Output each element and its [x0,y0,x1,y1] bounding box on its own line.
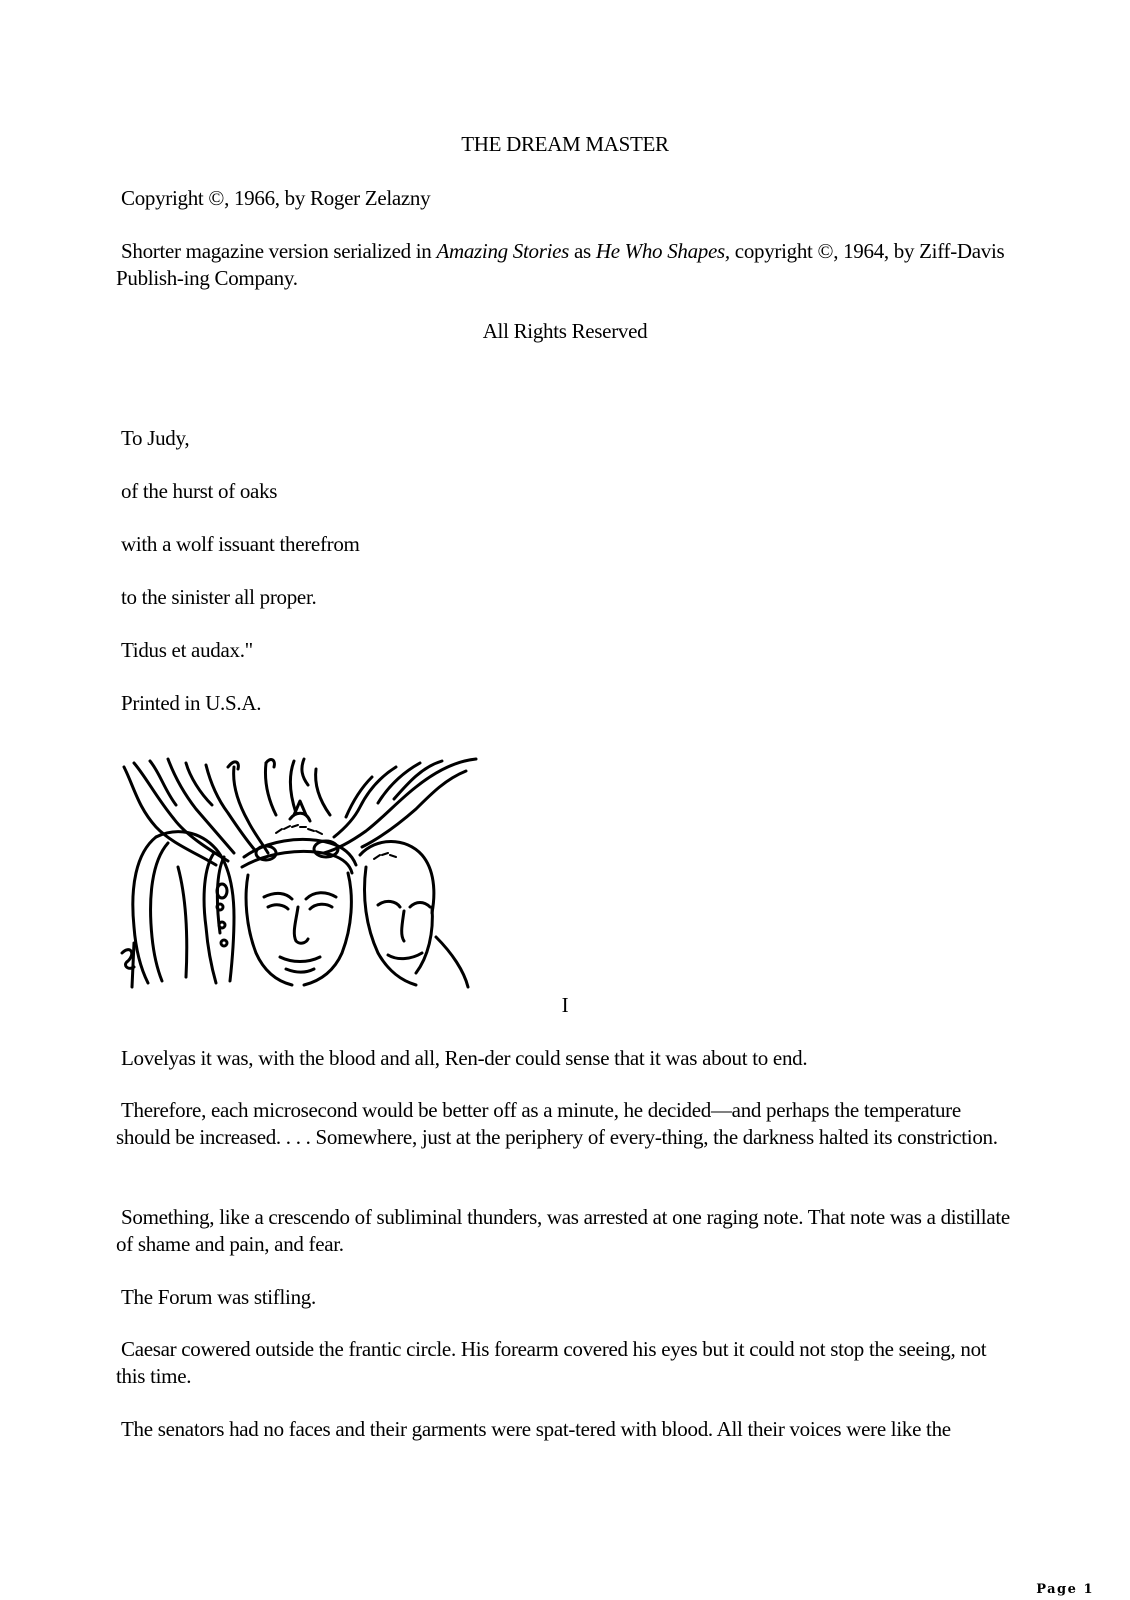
magazine-title: Amazing Stories [436,239,570,263]
paragraph: The Forum was stifling. [121,1285,316,1309]
serialization-note [116,238,1016,292]
dedication-line: To Judy, [121,426,190,450]
paragraph: Therefore, each microsecond would be better off as a minute, he decided—and perhaps the temperature should be increased. . . . Somewhere, just at the periphery of every-thing, the darkness halted its constriction. [116,1098,998,1149]
paragraph: Lovelyas it was, with the blood and all, Ren-der could sense that it was about to end. [121,1046,808,1070]
dedication-line: of the hurst of oaks [121,479,278,503]
chapter-illustration [116,757,478,989]
rights-line: All Rights Reserved [482,319,648,343]
printed-line: Printed in U.S.A. [121,691,262,715]
chapter-number: I [561,993,569,1017]
original-story-title: He Who Shapes, [595,239,730,263]
dedication-line: with a wolf issuant therefrom [121,532,360,556]
serial-note-text: Shorter magazine version serialized in [121,239,437,263]
serial-note-text: copyright ©, 1964, by Ziff-Davis Publish-ing Company. [116,239,1005,290]
page-number: Page 1 [1036,1582,1094,1597]
serial-note-text: as [569,239,596,263]
dedication-line: Tidus et audax." [121,638,253,662]
paragraph: Caesar cowered outside the frantic circle. His forearm covered his eyes but it could not stop the seeing, not this time. [116,1337,987,1388]
dedication-line: to the sinister all proper. [121,585,317,609]
paragraph: Something, like a crescendo of subliminal thunders, was arrested at one raging note. That note was a distillate of shame and pain, and fear. [116,1205,1010,1256]
book-title: THE DREAM MASTER [461,132,669,156]
copyright-line: Copyright ©, 1966, by Roger Zelazny [121,186,431,210]
paragraph: The senators had no faces and their garments were spat-tered with blood. All their voices were like the [121,1417,951,1441]
